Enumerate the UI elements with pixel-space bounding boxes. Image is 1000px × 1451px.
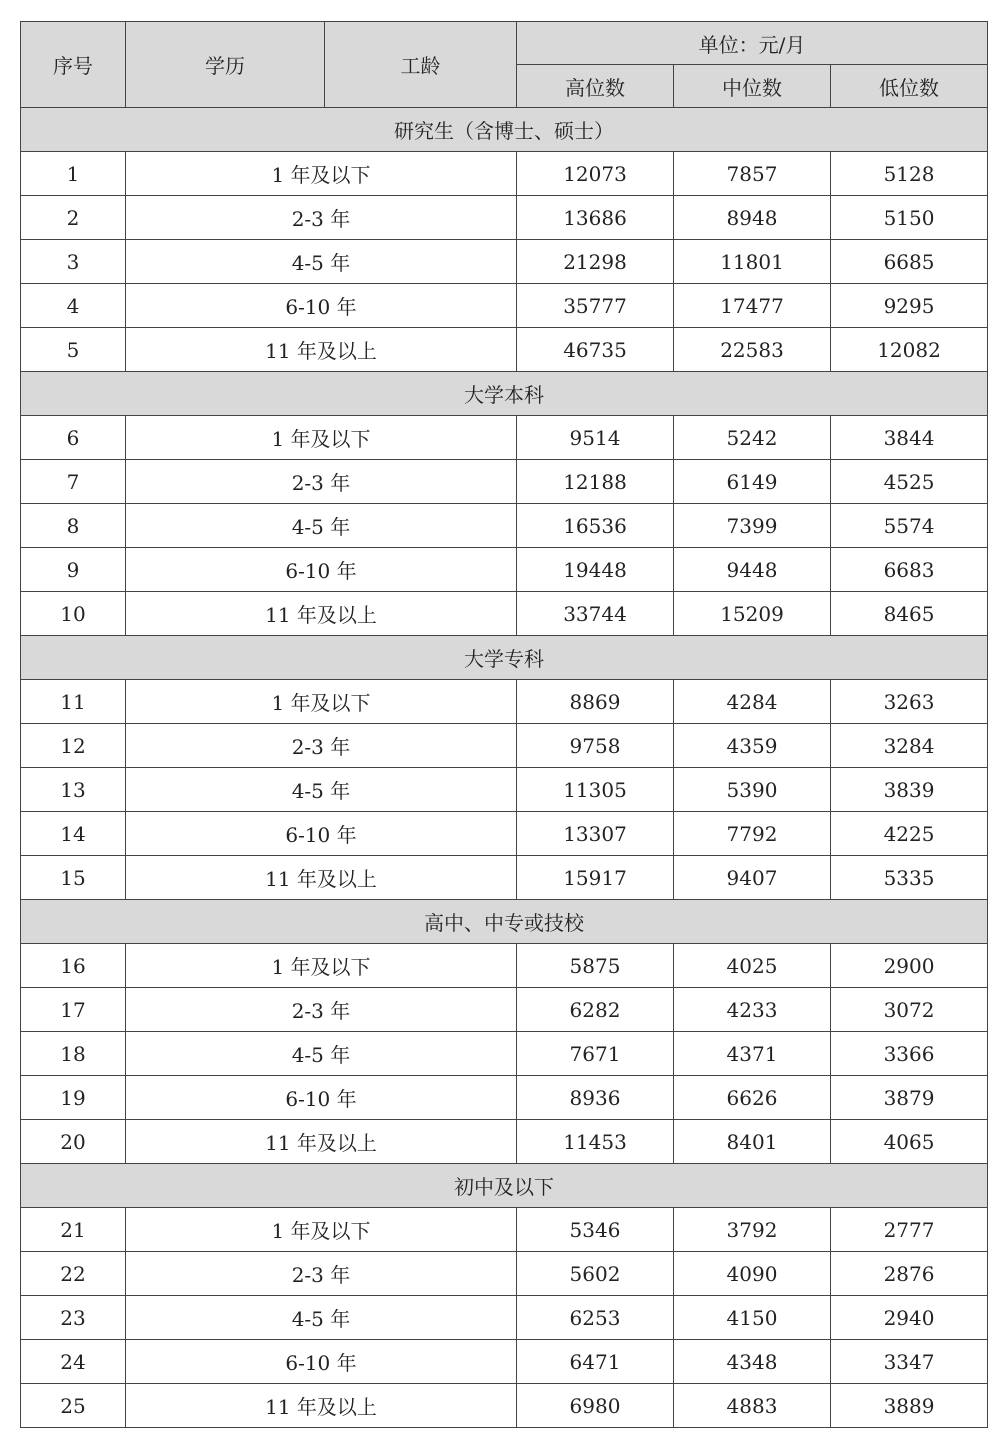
cell-seq: 13	[21, 768, 126, 812]
section-title: 大学专科	[21, 636, 988, 680]
cell-low: 2876	[831, 1252, 988, 1296]
cell-seq: 14	[21, 812, 126, 856]
cell-high: 8936	[517, 1076, 674, 1120]
cell-mid: 5390	[674, 768, 831, 812]
cell-seq: 6	[21, 416, 126, 460]
cell-years: 1 年及以下	[126, 1208, 517, 1252]
cell-mid: 4359	[674, 724, 831, 768]
cell-seq: 15	[21, 856, 126, 900]
cell-mid: 5242	[674, 416, 831, 460]
cell-seq: 10	[21, 592, 126, 636]
table-row	[21, 1032, 988, 1076]
cell-years: 6-10 年	[126, 1076, 517, 1120]
section-title: 研究生（含博士、硕士）	[21, 108, 988, 152]
cell-years: 4-5 年	[126, 768, 517, 812]
table-row	[21, 1340, 988, 1384]
section-row	[21, 372, 988, 416]
cell-high: 46735	[517, 328, 674, 372]
header-mid: 中位数	[674, 65, 831, 108]
table-row	[21, 724, 988, 768]
cell-seq: 11	[21, 680, 126, 724]
cell-years: 11 年及以上	[126, 1384, 517, 1428]
table-row	[21, 1384, 988, 1428]
header-high: 高位数	[517, 65, 674, 108]
cell-seq: 17	[21, 988, 126, 1032]
cell-years: 2-3 年	[126, 1252, 517, 1296]
cell-years: 6-10 年	[126, 284, 517, 328]
cell-seq: 25	[21, 1384, 126, 1428]
table-row	[21, 460, 988, 504]
cell-seq: 20	[21, 1120, 126, 1164]
cell-low: 6685	[831, 240, 988, 284]
cell-high: 11453	[517, 1120, 674, 1164]
cell-high: 12188	[517, 460, 674, 504]
cell-years: 1 年及以下	[126, 944, 517, 988]
cell-high: 16536	[517, 504, 674, 548]
cell-mid: 7857	[674, 152, 831, 196]
cell-high: 12073	[517, 152, 674, 196]
section-row	[21, 636, 988, 680]
cell-high: 6282	[517, 988, 674, 1032]
table-row	[21, 1120, 988, 1164]
cell-mid: 6626	[674, 1076, 831, 1120]
cell-mid: 4284	[674, 680, 831, 724]
cell-mid: 4090	[674, 1252, 831, 1296]
cell-years: 11 年及以上	[126, 1120, 517, 1164]
cell-years: 2-3 年	[126, 988, 517, 1032]
cell-high: 5346	[517, 1208, 674, 1252]
cell-high: 35777	[517, 284, 674, 328]
cell-years: 11 年及以上	[126, 856, 517, 900]
cell-years: 6-10 年	[126, 1340, 517, 1384]
cell-low: 3284	[831, 724, 988, 768]
cell-low: 2777	[831, 1208, 988, 1252]
cell-mid: 7399	[674, 504, 831, 548]
cell-high: 7671	[517, 1032, 674, 1076]
cell-mid: 9407	[674, 856, 831, 900]
cell-years: 2-3 年	[126, 196, 517, 240]
cell-low: 4225	[831, 812, 988, 856]
cell-low: 3889	[831, 1384, 988, 1428]
cell-seq: 16	[21, 944, 126, 988]
cell-low: 9295	[831, 284, 988, 328]
cell-low: 12082	[831, 328, 988, 372]
table-row	[21, 1252, 988, 1296]
cell-seq: 9	[21, 548, 126, 592]
table-row	[21, 548, 988, 592]
cell-high: 13686	[517, 196, 674, 240]
cell-low: 3879	[831, 1076, 988, 1120]
cell-seq: 23	[21, 1296, 126, 1340]
header-unit: 单位：元/月	[517, 22, 988, 65]
cell-seq: 21	[21, 1208, 126, 1252]
cell-mid: 6149	[674, 460, 831, 504]
cell-mid: 4150	[674, 1296, 831, 1340]
cell-years: 4-5 年	[126, 504, 517, 548]
cell-high: 8869	[517, 680, 674, 724]
cell-years: 2-3 年	[126, 460, 517, 504]
cell-years: 2-3 年	[126, 724, 517, 768]
cell-high: 15917	[517, 856, 674, 900]
cell-mid: 3792	[674, 1208, 831, 1252]
cell-seq: 24	[21, 1340, 126, 1384]
table-row	[21, 1208, 988, 1252]
cell-years: 1 年及以下	[126, 680, 517, 724]
section-title: 初中及以下	[21, 1164, 988, 1208]
cell-high: 9514	[517, 416, 674, 460]
cell-years: 11 年及以上	[126, 592, 517, 636]
table-row	[21, 152, 988, 196]
cell-seq: 2	[21, 196, 126, 240]
cell-mid: 15209	[674, 592, 831, 636]
table-row	[21, 284, 988, 328]
table-row	[21, 504, 988, 548]
cell-years: 1 年及以下	[126, 416, 517, 460]
cell-seq: 5	[21, 328, 126, 372]
cell-low: 8465	[831, 592, 988, 636]
table-row	[21, 988, 988, 1032]
table-row	[21, 592, 988, 636]
cell-high: 21298	[517, 240, 674, 284]
cell-mid: 9448	[674, 548, 831, 592]
cell-low: 3844	[831, 416, 988, 460]
cell-mid: 4348	[674, 1340, 831, 1384]
cell-mid: 8401	[674, 1120, 831, 1164]
cell-high: 13307	[517, 812, 674, 856]
header-education: 学历	[126, 22, 325, 108]
table-row	[21, 944, 988, 988]
cell-years: 1 年及以下	[126, 152, 517, 196]
cell-low: 4065	[831, 1120, 988, 1164]
table-row	[21, 416, 988, 460]
cell-mid: 4883	[674, 1384, 831, 1428]
cell-high: 11305	[517, 768, 674, 812]
header-low: 低位数	[831, 65, 988, 108]
header-experience: 工龄	[325, 22, 517, 108]
section-title: 高中、中专或技校	[21, 900, 988, 944]
cell-high: 6471	[517, 1340, 674, 1384]
table-row	[21, 1076, 988, 1120]
salary-table	[20, 21, 988, 1428]
cell-high: 5875	[517, 944, 674, 988]
table-row	[21, 812, 988, 856]
cell-seq: 1	[21, 152, 126, 196]
cell-high: 6980	[517, 1384, 674, 1428]
cell-low: 2900	[831, 944, 988, 988]
section-row	[21, 900, 988, 944]
cell-seq: 8	[21, 504, 126, 548]
table-row	[21, 196, 988, 240]
cell-mid: 4371	[674, 1032, 831, 1076]
cell-seq: 12	[21, 724, 126, 768]
cell-mid: 7792	[674, 812, 831, 856]
cell-low: 5150	[831, 196, 988, 240]
table-row	[21, 328, 988, 372]
cell-high: 33744	[517, 592, 674, 636]
cell-low: 3263	[831, 680, 988, 724]
cell-years: 4-5 年	[126, 1296, 517, 1340]
cell-seq: 4	[21, 284, 126, 328]
section-row	[21, 108, 988, 152]
table-row	[21, 1296, 988, 1340]
cell-seq: 3	[21, 240, 126, 284]
cell-years: 6-10 年	[126, 548, 517, 592]
cell-mid: 11801	[674, 240, 831, 284]
cell-high: 9758	[517, 724, 674, 768]
table-row	[21, 856, 988, 900]
section-title: 大学本科	[21, 372, 988, 416]
table-body	[21, 108, 988, 1428]
cell-low: 5574	[831, 504, 988, 548]
cell-mid: 17477	[674, 284, 831, 328]
cell-mid: 22583	[674, 328, 831, 372]
section-row	[21, 1164, 988, 1208]
cell-high: 6253	[517, 1296, 674, 1340]
cell-years: 4-5 年	[126, 1032, 517, 1076]
table-row	[21, 240, 988, 284]
cell-mid: 4025	[674, 944, 831, 988]
cell-low: 5335	[831, 856, 988, 900]
cell-low: 5128	[831, 152, 988, 196]
table-row	[21, 680, 988, 724]
cell-seq: 22	[21, 1252, 126, 1296]
cell-seq: 7	[21, 460, 126, 504]
cell-mid: 4233	[674, 988, 831, 1032]
cell-low: 3347	[831, 1340, 988, 1384]
cell-seq: 19	[21, 1076, 126, 1120]
table-row	[21, 768, 988, 812]
cell-low: 3839	[831, 768, 988, 812]
cell-mid: 8948	[674, 196, 831, 240]
cell-high: 5602	[517, 1252, 674, 1296]
cell-years: 11 年及以上	[126, 328, 517, 372]
cell-low: 3072	[831, 988, 988, 1032]
cell-years: 6-10 年	[126, 812, 517, 856]
cell-low: 6683	[831, 548, 988, 592]
cell-high: 19448	[517, 548, 674, 592]
header-seq: 序号	[21, 22, 126, 108]
table-header	[21, 22, 988, 108]
cell-low: 3366	[831, 1032, 988, 1076]
cell-years: 4-5 年	[126, 240, 517, 284]
cell-seq: 18	[21, 1032, 126, 1076]
cell-low: 4525	[831, 460, 988, 504]
cell-low: 2940	[831, 1296, 988, 1340]
